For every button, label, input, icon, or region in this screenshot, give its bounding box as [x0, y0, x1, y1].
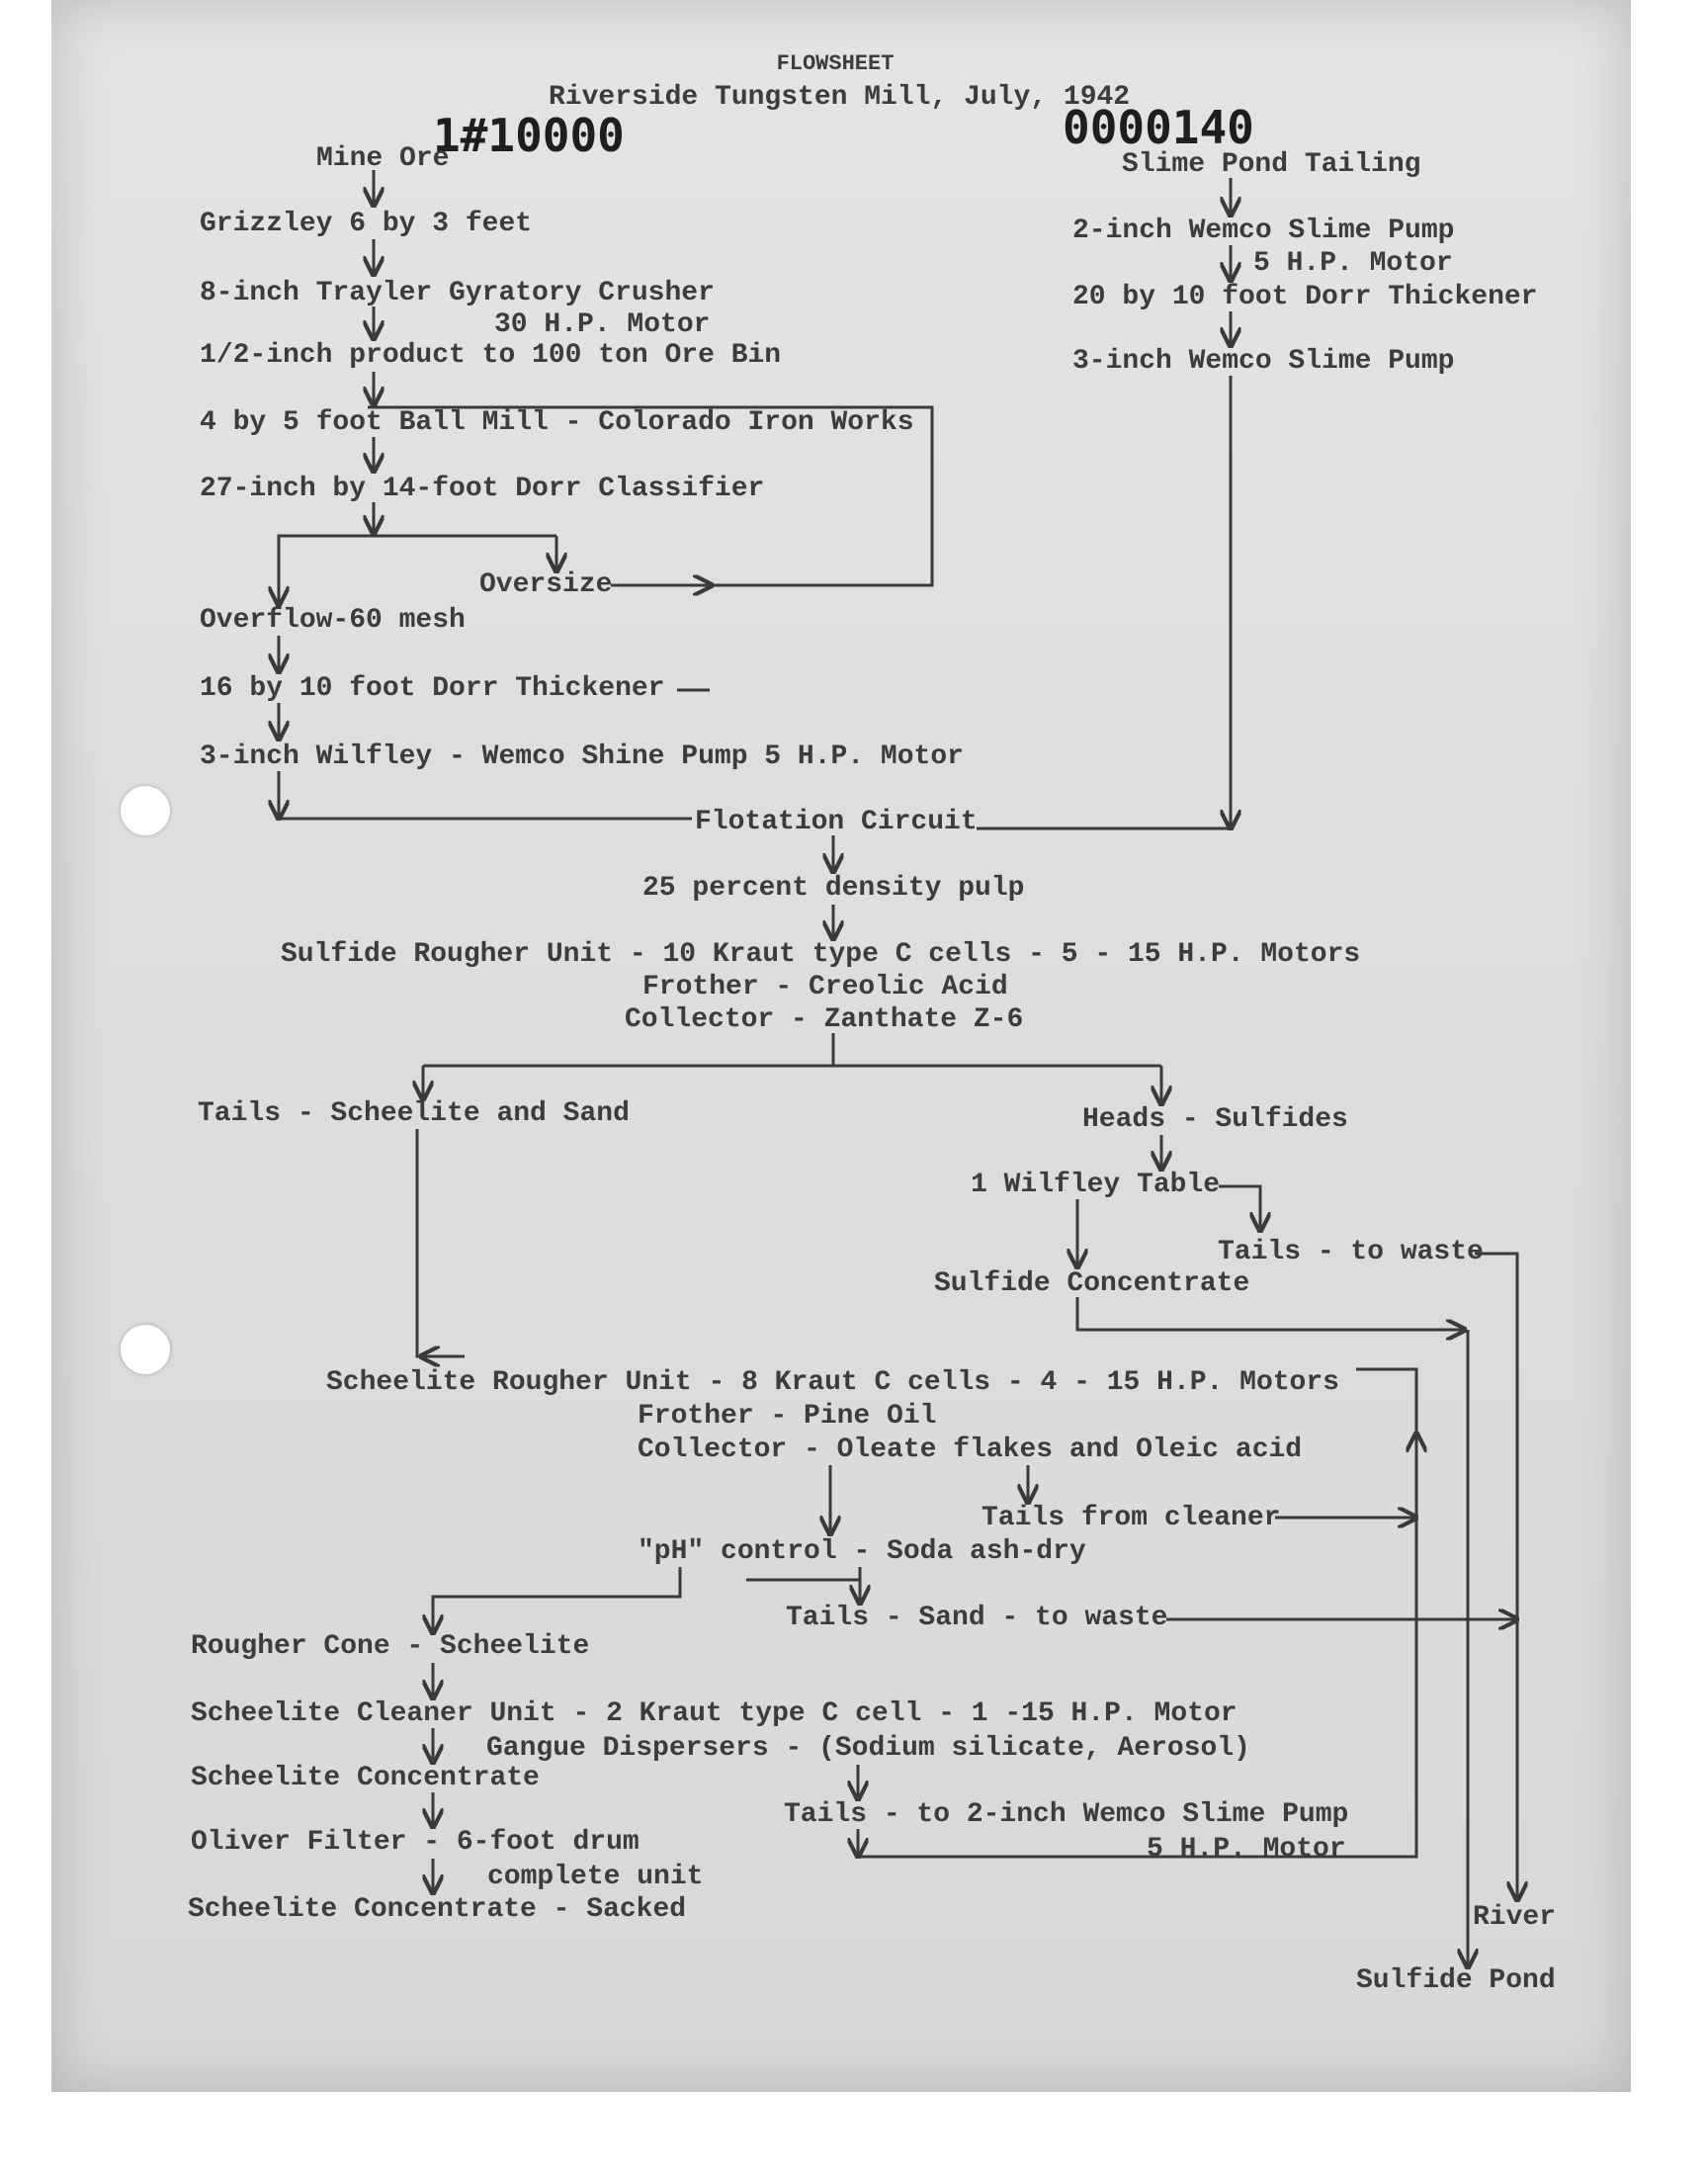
gangue-label: Gangue Dispersers - (Sodium silicate, Aerosol) — [486, 1733, 1250, 1764]
frother2-label: Frother - Pine Oil — [638, 1401, 937, 1432]
slime-pump3-label: 3-inch Wemco Slime Pump — [1072, 346, 1455, 377]
grizzley-label: Grizzley 6 by 3 feet — [200, 209, 533, 239]
line-tails-river — [1475, 1254, 1517, 1898]
sulfide-pond-label: Sulfide Pond — [1356, 1965, 1556, 1996]
slime-pond-label: Slime Pond Tailing — [1122, 149, 1421, 180]
line-ph-cone — [433, 1567, 680, 1631]
mine-ore-label: Mine Ore — [316, 143, 450, 174]
line-tails-scheelite-down — [417, 1129, 465, 1356]
complete-unit-label: complete unit — [487, 1862, 704, 1892]
stamp-right: 0000140 — [1063, 101, 1254, 154]
split-line-sulfide — [423, 1033, 833, 1066]
tails-waste1-label: Tails - to waste — [1218, 1237, 1484, 1267]
collector2-label: Collector - Oleate flakes and Oleic acid — [638, 1435, 1303, 1465]
tails-scheelite-label: Tails - Scheelite and Sand — [198, 1098, 630, 1129]
overflow-label: Overflow-60 mesh — [200, 605, 466, 636]
heads-sulfides-label: Heads - Sulfides — [1082, 1104, 1348, 1135]
tails-pump-motor-label: 5 H.P. Motor — [1147, 1834, 1346, 1865]
crusher-motor-label: 30 H.P. Motor — [494, 309, 711, 340]
stamp-left: 1#10000 — [433, 109, 625, 162]
product-bin-label: 1/2-inch product to 100 ton Ore Bin — [200, 340, 782, 371]
tails-cleaner-label: Tails from cleaner — [982, 1503, 1281, 1533]
tails-sand-label: Tails - Sand - to waste — [786, 1603, 1168, 1633]
oversize-label: Oversize — [479, 569, 613, 600]
cleaner-unit-label: Scheelite Cleaner Unit - 2 Kraut type C cell - 1 -15 H.P. Motor — [191, 1698, 1238, 1729]
line-table-tails — [1219, 1186, 1260, 1229]
river-label: River — [1473, 1902, 1557, 1933]
oliver-label: Oliver Filter - 6-foot drum — [191, 1827, 640, 1858]
slime-pump2-motor-label: 5 H.P. Motor — [1253, 248, 1453, 279]
scheelite-conc-label: Scheelite Concentrate — [191, 1763, 540, 1793]
wilfley-pump-label: 3-inch Wilfley - Wemco Shine Pump 5 H.P. Motor — [200, 741, 964, 772]
sulfide-rougher-label: Sulfide Rougher Unit - 10 Kraut type C cells - 5 - 15 H.P. Motors — [281, 939, 1361, 970]
classifier-label: 27-inch by 14-foot Dorr Classifier — [200, 474, 765, 504]
ph-control-label: "pH" control - Soda ash-dry — [638, 1536, 1086, 1567]
tails-pump-label: Tails - to 2-inch Wemco Slime Pump — [784, 1799, 1349, 1830]
slime-pump2-label: 2-inch Wemco Slime Pump — [1072, 216, 1455, 246]
flotation-label: Flotation Circuit — [695, 807, 978, 837]
rougher-cone-label: Rougher Cone - Scheelite — [191, 1631, 590, 1662]
thickener16-label: 16 by 10 foot Dorr Thickener — [200, 673, 665, 704]
wilfley-table-label: 1 Wilfley Table — [971, 1170, 1221, 1200]
flowsheet-subtitle: Riverside Tungsten Mill, July, 1942 — [549, 82, 1131, 113]
collector1-label: Collector - Zanthate Z-6 — [625, 1004, 1024, 1035]
flowsheet-title: FLOWSHEET — [776, 51, 895, 76]
thickener20-label: 20 by 10 foot Dorr Thickener — [1072, 282, 1538, 312]
frother1-label: Frother - Creolic Acid — [642, 972, 1008, 1002]
density-label: 25 percent density pulp — [642, 873, 1025, 904]
scheelite-rougher-label: Scheelite Rougher Unit - 8 Kraut C cells - 4 - 15 H.P. Motors — [326, 1367, 1339, 1398]
ball-mill-label: 4 by 5 foot Ball Mill - Colorado Iron Works — [200, 407, 914, 438]
sacked-label: Scheelite Concentrate - Sacked — [188, 1894, 687, 1925]
crusher-label: 8-inch Trayler Gyratory Crusher — [200, 278, 715, 308]
sulfide-conc-label: Sulfide Concentrate — [934, 1268, 1250, 1299]
line-pump-flotation — [279, 771, 692, 819]
line-conc-pond — [1077, 1297, 1465, 1330]
